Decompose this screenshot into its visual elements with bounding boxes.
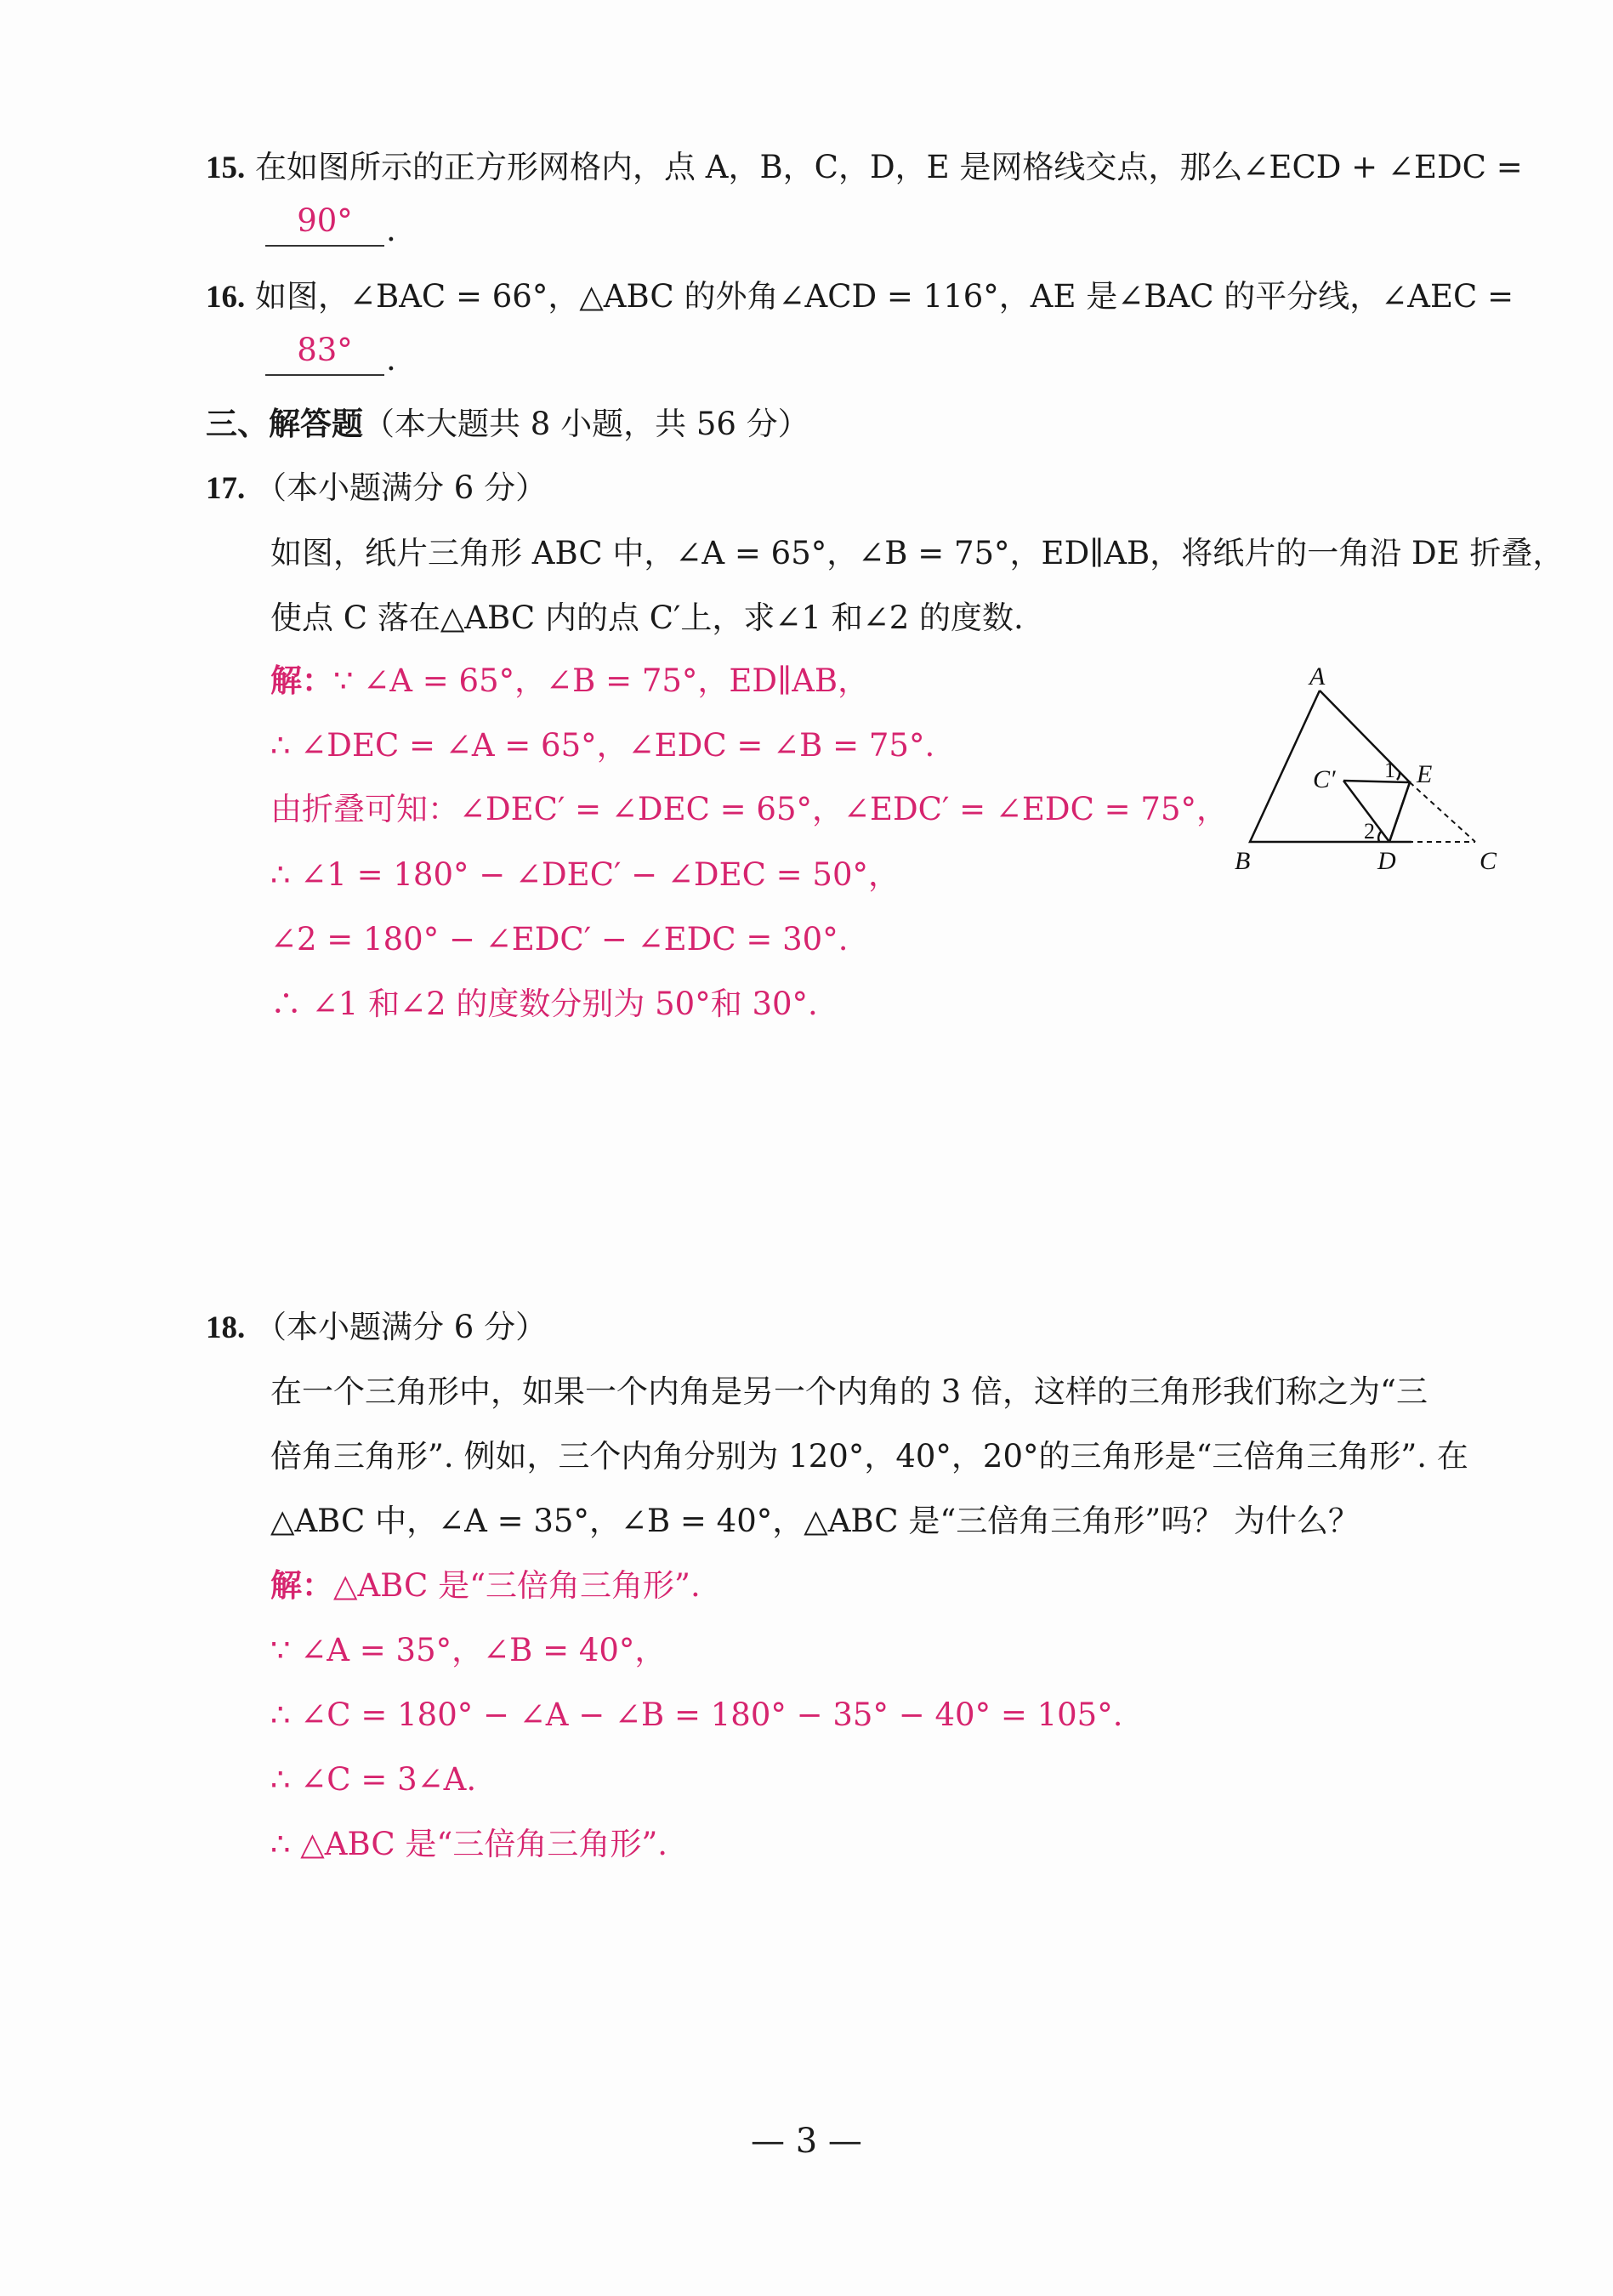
- q17-triangle-figure: [1224, 663, 1505, 884]
- q16-end: .: [386, 341, 396, 378]
- label-angle-1: 1: [1384, 758, 1395, 782]
- angle-1-arc: [1397, 772, 1400, 780]
- q18-sol2: ∵ ∠A = 35°，∠B = 40°，: [270, 1632, 667, 1668]
- q18-sol1-text: △ABC 是“三倍角三角形”.: [333, 1567, 701, 1604]
- q18-number: 18.: [206, 1310, 246, 1345]
- q15-text: 在如图所示的正方形网格内，点 A，B，C，D，E 是网格线交点，那么∠ECD + ∠EDC =: [255, 149, 1523, 185]
- q18-sol1: [270, 1566, 701, 1604]
- q18-line1: 在一个三角形中，如果一个内角是另一个内角的 3 倍，这样的三角形我们称之为“三: [270, 1373, 1428, 1410]
- q18-sol4: ∴ ∠C = 3∠A.: [270, 1761, 477, 1798]
- q17-score: （本小题满分 6 分）: [255, 469, 548, 506]
- q18-score: （本小题满分 6 分）: [255, 1309, 548, 1345]
- q17-sol1-text: ∵ ∠A = 65°，∠B = 75°，ED∥AB，: [333, 662, 870, 699]
- folded-edge-c-prime: [1343, 781, 1410, 842]
- label-angle-2: 2: [1364, 819, 1375, 844]
- label-c: C: [1480, 847, 1497, 875]
- q17-number: 17.: [206, 471, 246, 506]
- label-c-prime: C′: [1313, 765, 1336, 793]
- q15-answer-blank: [265, 204, 384, 247]
- q15-answer: 90°: [297, 202, 353, 239]
- label-e: E: [1417, 760, 1433, 788]
- q18-sol3: ∴ ∠C = 180° − ∠A − ∠B = 180° − 35° − 40° = 105°.: [270, 1696, 1123, 1733]
- q17-sol-label: 解：: [270, 662, 333, 699]
- q17-sol2: ∴ ∠DEC = ∠A = 65°，∠EDC = ∠B = 75°.: [270, 727, 935, 764]
- angle-2-arc: [1378, 832, 1381, 842]
- q18-header: [206, 1311, 547, 1344]
- q16-answer-blank: [265, 333, 384, 376]
- q18-sol5: ∴ △ABC 是“三倍角三角形”.: [270, 1826, 668, 1862]
- q17-header: [206, 469, 548, 506]
- label-a: A: [1309, 663, 1326, 691]
- q15-stem: [206, 151, 1523, 184]
- q18-line3: △ABC 中，∠A = 35°，∠B = 40°，△ABC 是“三倍角三角形”吗？ 为什么？: [270, 1503, 1360, 1539]
- q16-answer: 83°: [297, 332, 353, 368]
- q17-sol3: 由折叠可知：∠DEC′ = ∠DEC = 65°，∠EDC′ = ∠EDC = 75°，: [270, 791, 1229, 827]
- page-number: — 3 —: [751, 2122, 862, 2161]
- q18-line2: 倍角三角形”. 例如，三个内角分别为 120°，40°，20°的三角形是“三倍角三角形”. 在: [270, 1438, 1468, 1475]
- dashed-ec: [1410, 782, 1475, 842]
- q17-sol5: ∠2 = 180° − ∠EDC′ − ∠EDC = 30°.: [270, 921, 849, 958]
- section-heading: [206, 405, 809, 442]
- q17-sol4: ∴ ∠1 = 180° − ∠DEC′ − ∠DEC = 50°，: [270, 856, 900, 893]
- q17-sol1: [270, 662, 870, 699]
- section-desc: （本大题共 8 小题，共 56 分）: [363, 406, 809, 442]
- q15-end: .: [386, 212, 396, 248]
- section-title: 三、解答题: [206, 405, 363, 442]
- q16-number: 16.: [206, 280, 246, 315]
- q17-line2: 使点 C 落在△ABC 内的点 C′上，求∠1 和∠2 的度数.: [270, 600, 1024, 636]
- q16-text: 如图，∠BAC = 66°，△ABC 的外角∠ACD = 116°，AE 是∠BAC 的平分线，∠AEC =: [255, 278, 1514, 315]
- q17-line1: 如图，纸片三角形 ABC 中，∠A = 65°，∠B = 75°，ED∥AB，将纸片的一角沿 DE 折叠，: [270, 535, 1565, 571]
- label-b: B: [1235, 847, 1251, 875]
- q17-sol6: ∴ ∠1 和∠2 的度数分别为 50°和 30°.: [270, 986, 818, 1022]
- q16-stem: [206, 278, 1514, 315]
- label-d: D: [1377, 847, 1396, 875]
- q15-number: 15.: [206, 151, 246, 185]
- q18-sol-label: 解：: [270, 1566, 333, 1604]
